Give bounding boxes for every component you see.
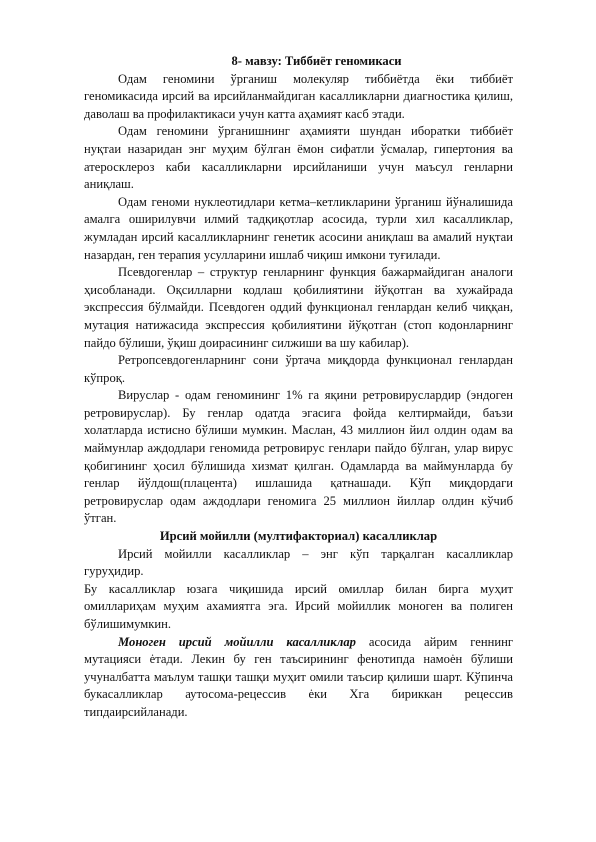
paragraph: Бу касалликлар юзага чиқишида ирсий омиллар билан бирга муҳит омиллариҳам муҳим ахамиятга эга. Ирсий мойиллик моноген ва полиген бўлишимумкин.	[84, 581, 513, 631]
paragraph: Одам геноми нуклеотидлари кетма–кетликларини ўрганиш йўналишида амалга оширилувчи илмий тадқиқотлар асосида, турли хил касалликлар, жумладан ирсий касалликларнинг генетик асосини аниқлаш ва амалий нуқтаи назардан, ген терапия усулларини ишлаб чиқиш имкони туғилади.	[84, 194, 513, 262]
document-page	[84, 53, 513, 722]
paragraph: Вируслар - одам геномининг 1% га яқини ретровируслардир (эндоген ретровируслар). Бу генлар одатда эгасига фойда келтирмайди, баъзи холатларда истисно бўлиши мумкин. Маслан, 43 миллион йил олдин одам ва маймунлар аждодлари геномида ретровирус генлари пайдо бўлган, улар вирус қобигининг ҳосил бўлишида хизмат қилган. Одамларда ва маймунларда бу генлар йўлдош(плацента) ишлашида қатнашади. Кўп миқдордаги ретровируслар одам аждодлари геномига 25 миллион йиллар олдин кўчиб ўтган.	[84, 388, 513, 526]
paragraph: Ирсий мойилли касалликлар – энг кўп тарқалган касалликлар гуруҳидир.	[84, 546, 513, 579]
paragraph: Ретропсевдогенларнинг сони ўртача миқдорда функционал генлардан кўпроқ.	[84, 353, 513, 385]
paragraph: Псевдогенлар – структур генларнинг функция бажармайдиган аналоги ҳисобланади. Оқсилларни кодлаш қобилиятини йўқотган ва хужайрада экспрессия бўлмайди. Псевдоген оддий функционал генлардан келиб чиққан, мутация натижасида экспрессия қобилиятини йўқотган (стоп кодонларнинг пайдо бўлиши, ўқиш доирасининг силжиши ва шу кабилар).	[84, 265, 513, 350]
paragraph: Одам геномини ўрганишнинг аҳамияти шундан иборатки тиббиёт нуқтаи назаридан энг муҳим бўлган ёмон сифатли ўсмалар, гипертония ва атеросклероз каби касалликларни ирсийланиши учун маъсул генларни аниқлаш.	[84, 124, 513, 192]
paragraph-monogenic	[84, 634, 513, 722]
page-title: 8- мавзу: Тиббиёт геномикаси	[231, 54, 402, 68]
term-monogenic: Моноген ирсий мойилли касалликлар	[118, 634, 356, 649]
paragraph-text: асосида айрим геннинг мутацияси ėтади. Лекин бу ген таъсирининг фенотипда намоėн бўлиши учуналбатта маълум ташқи ташқи муҳит омили таъсир қилиши шарт. Кўпинча букасалликлар аутосома-рецессив ėки Хга бириккан рецессив типдаирсийланади.	[84, 634, 513, 719]
paragraph: Одам геномини ўрганиш молекуляр тиббиётда ёки тиббиёт геномикасида ирсий ва ирсийланмайдиган касалликларни диагностика қилиш, даволаш ва профилактикаси учун катта аҳамият касб этади.	[84, 71, 513, 121]
section-heading: Ирсий мойилли (мултифакториал) касалликлар	[159, 529, 438, 544]
